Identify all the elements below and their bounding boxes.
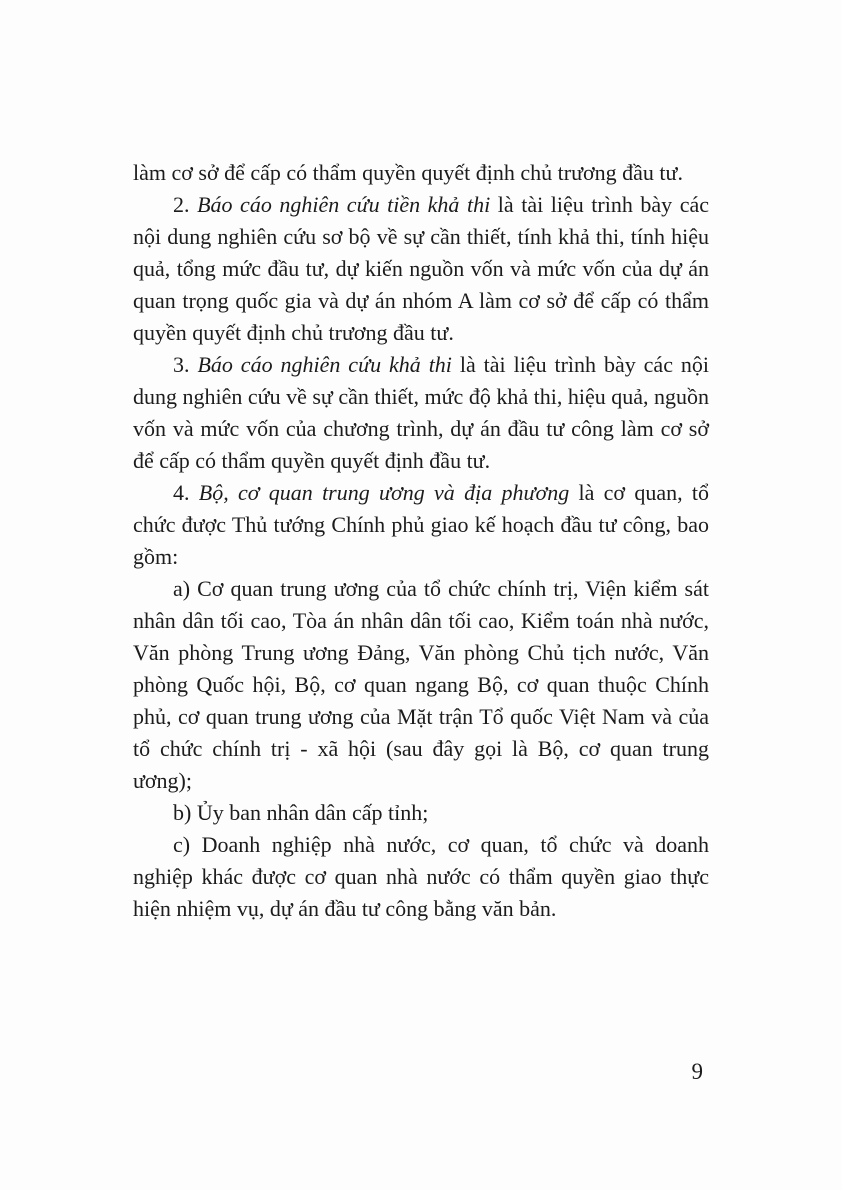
text-run: là tài liệu trình bày các nội dung nghiên cứu sơ bộ về sự cần thiết, tính khả thi, tính hiệu quả, tổng mức đầu tư, dự kiến nguồn vốn và mức vốn của dự án quan trọng quốc gia và dự án nhóm A làm cơ sở để cấp có thẩm quyền quyết định chủ trương đầu tư. [133, 192, 710, 345]
paragraph [133, 797, 709, 829]
paragraph [133, 477, 709, 573]
paragraph [133, 829, 709, 925]
text-run: là tài liệu trình bày các nội dung nghiên cứu về sự cần thiết, mức độ khả thi, hiệu quả, nguồn vốn và mức vốn của chương trình, dự án đầu tư công làm cơ sở để cấp có thẩm quyền quyết định đầu tư. [133, 352, 710, 473]
text-run-italic: Bộ, cơ quan trung ương và địa phương [198, 480, 570, 505]
text-run-italic: Báo cáo nghiên cứu khả thi [197, 352, 452, 377]
paragraph [133, 157, 709, 189]
text-run-italic: Báo cáo nghiên cứu tiền khả thi [197, 192, 491, 217]
paragraph [133, 349, 709, 477]
text-run: a) Cơ quan trung ương của tổ chức chính trị, Viện kiểm sát nhân dân tối cao, Tòa án nhân dân tối cao, Kiểm toán nhà nước, Văn phòng Trung ương Đảng, Văn phòng Chủ tịch nước, Văn phòng Quốc hội, Bộ, cơ quan ngang Bộ, cơ quan thuộc Chính phủ, cơ quan trung ương của Mặt trận Tổ quốc Việt Nam và của tổ chức chính trị - xã hội (sau đây gọi là Bộ, cơ quan trung ương); [133, 576, 709, 793]
document-body [133, 157, 709, 925]
text-run: làm cơ sở để cấp có thẩm quyền quyết định chủ trương đầu tư. [133, 160, 683, 185]
paragraph [133, 189, 709, 349]
page-number: 9 [691, 1059, 703, 1084]
text-run: 4. [173, 480, 199, 505]
text-run: 3. [173, 352, 198, 377]
paragraph [133, 573, 709, 797]
text-run: c) Doanh nghiệp nhà nước, cơ quan, tổ chức và doanh nghiệp khác được cơ quan nhà nước có thẩm quyền giao thực hiện nhiệm vụ, dự án đầu tư công bằng văn bản. [133, 832, 709, 921]
text-run: là cơ quan, tổ chức được Thủ tướng Chính phủ giao kế hoạch đầu tư công, bao gồm: [133, 480, 709, 569]
text-run: 2. [173, 192, 198, 217]
text-run: b) Ủy ban nhân dân cấp tỉnh; [173, 800, 429, 825]
